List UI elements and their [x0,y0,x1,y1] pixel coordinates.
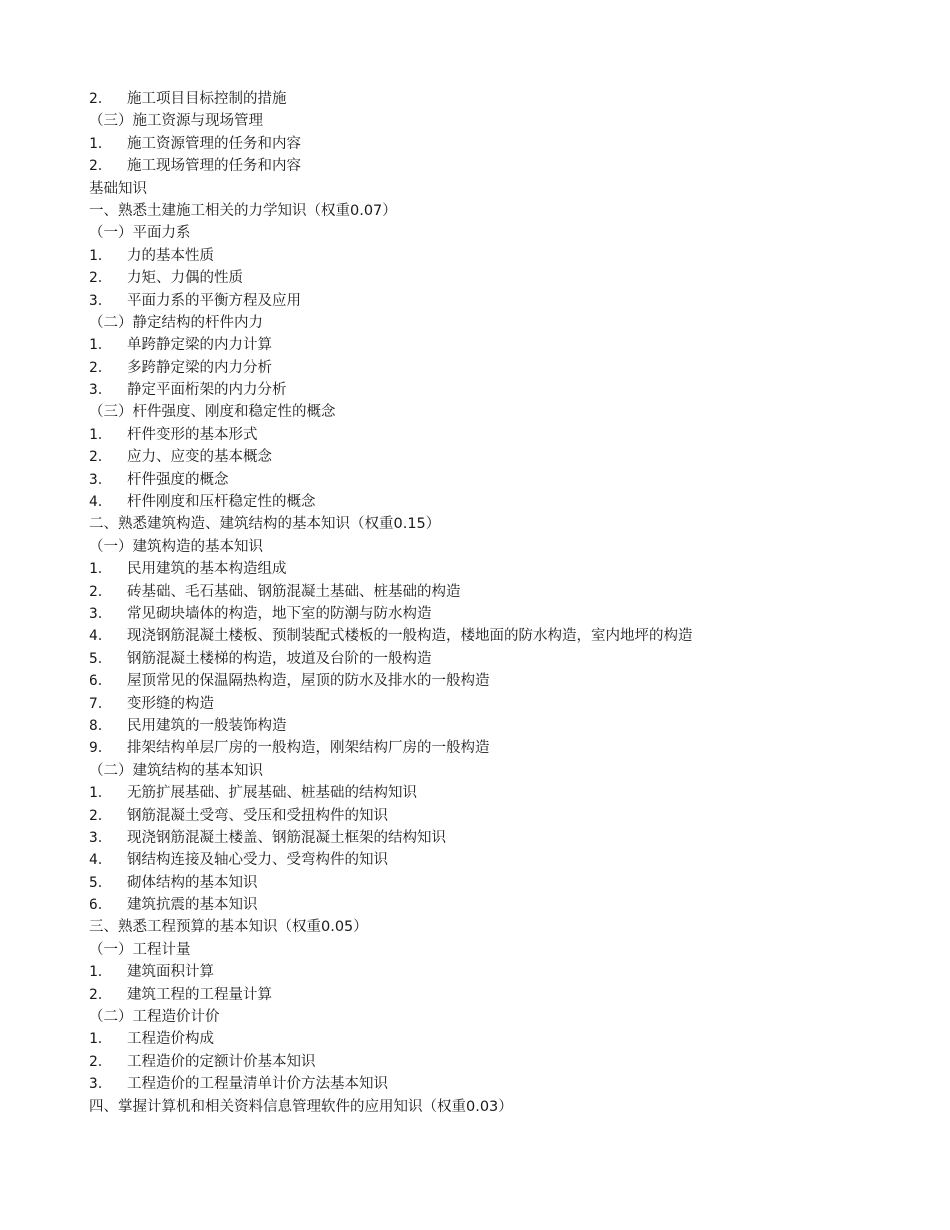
line-text: （三）杆件强度、刚度和稳定性的概念 [89,404,336,421]
list-item-number: 6． [89,897,113,914]
line-text: （二）静定结构的杆件内力 [89,314,263,331]
list-item [89,334,930,356]
line-text: 多跨静定梁的内力分析 [127,359,272,376]
list-item-number: 3． [89,471,113,488]
list-item [89,1028,930,1050]
list-item [89,827,930,849]
line-text: 工程造价构成 [127,1031,214,1048]
subsection-heading [89,401,930,423]
list-item [89,737,930,759]
list-item-number: 3． [89,605,113,622]
line-text: 建筑抗震的基本知识 [127,897,258,914]
list-item-number: 4． [89,628,113,645]
subsection-heading [89,110,930,132]
line-text: 工程造价的工程量清单计价方法基本知识 [127,1076,388,1093]
line-text: （二）建筑结构的基本知识 [89,762,263,779]
line-text: 建筑工程的工程量计算 [127,986,272,1003]
list-item [89,1073,930,1095]
list-item [89,648,930,670]
line-text: 变形缝的构造 [127,695,214,712]
line-text: 建筑面积计算 [127,964,214,981]
list-item-number: 2． [89,91,113,107]
section-heading [89,916,930,938]
line-text: 平面力系的平衡方程及应用 [127,292,301,309]
list-item-number: 1． [89,426,113,443]
list-item [89,446,930,468]
line-text: 一、熟悉土建施工相关的力学知识（权重0.07） [89,202,397,219]
line-text: 施工资源管理的任务和内容 [127,135,301,152]
line-text: 屋顶常见的保温隔热构造，屋顶的防水及排水的一般构造 [127,673,490,690]
list-item-number: 2． [89,1053,113,1070]
line-text: 三、熟悉工程预算的基本知识（权重0.05） [89,919,368,936]
line-text: （一）建筑构造的基本知识 [89,538,263,555]
line-text: 二、熟悉建筑构造、建筑结构的基本知识（权重0.15） [89,516,441,533]
line-text: 民用建筑的一般装饰构造 [127,717,287,734]
line-text: （二）工程造价计价 [89,1009,220,1026]
list-item-number: 7． [89,695,113,712]
list-item [89,603,930,625]
line-text: 排架结构单层厂房的一般构造，刚架结构厂房的一般构造 [127,740,490,757]
line-text: 钢筋混凝土受弯、受压和受扭构件的知识 [127,807,388,824]
line-text: 常见砌块墙体的构造，地下室的防潮与防水构造 [127,605,432,622]
list-item-number: 4． [89,852,113,869]
subsection-heading [89,760,930,782]
list-item-number: 8． [89,717,113,734]
line-text: 钢结构连接及轴心受力、受弯构件的知识 [127,852,388,869]
list-item-number: 2． [89,270,113,287]
list-item-number: 1． [89,561,113,578]
list-item-number: 2． [89,158,113,175]
list-item [89,782,930,804]
line-text: 静定平面桁架的内力分析 [127,382,287,399]
list-item-number: 5． [89,650,113,667]
line-text: 杆件变形的基本形式 [127,426,258,443]
subsection-heading [89,222,930,244]
list-item [89,491,930,513]
list-item [89,267,930,289]
subsection-heading [89,939,930,961]
list-item-number: 1． [89,247,113,264]
line-text: 现浇钢筋混凝土楼板、预制装配式楼板的一般构造，楼地面的防水构造，室内地坪的构造 [127,628,693,645]
list-item-number: 2． [89,807,113,824]
list-item [89,715,930,737]
line-text: 施工项目目标控制的措施 [127,91,287,107]
section-heading [89,178,930,200]
list-item [89,625,930,647]
subsection-heading [89,312,930,334]
list-item-number: 2． [89,449,113,466]
list-item [89,872,930,894]
line-text: 工程造价的定额计价基本知识 [127,1053,316,1070]
list-item-number: 3． [89,292,113,309]
list-item [89,469,930,491]
list-item [89,155,930,177]
list-item-number: 9． [89,740,113,757]
list-item [89,805,930,827]
line-text: 砖基础、毛石基础、钢筋混凝土基础、桩基础的构造 [127,583,461,600]
list-item [89,961,930,983]
document-body [89,88,930,1118]
line-text: 钢筋混凝土楼梯的构造，坡道及台阶的一般构造 [127,650,432,667]
list-item [89,693,930,715]
list-item [89,290,930,312]
list-item [89,558,930,580]
list-item-number: 1． [89,135,113,152]
list-item [89,357,930,379]
list-item-number: 2． [89,583,113,600]
list-item [89,984,930,1006]
list-item-number: 4． [89,494,113,511]
subsection-heading [89,1006,930,1028]
list-item [89,1051,930,1073]
list-item [89,133,930,155]
list-item-number: 2． [89,359,113,376]
line-text: 现浇钢筋混凝土楼盖、钢筋混凝土框架的结构知识 [127,829,446,846]
subsection-heading [89,536,930,558]
list-item [89,379,930,401]
list-item-number: 3． [89,1076,113,1093]
line-text: 砌体结构的基本知识 [127,874,258,891]
list-item [89,894,930,916]
list-item-number: 1． [89,1031,113,1048]
list-item [89,245,930,267]
section-heading [89,513,930,535]
list-item-number: 2． [89,986,113,1003]
line-text: 民用建筑的基本构造组成 [127,561,287,578]
list-item [89,424,930,446]
list-item [89,88,930,110]
line-text: （三）施工资源与现场管理 [89,113,263,130]
line-text: 单跨静定梁的内力计算 [127,337,272,354]
line-text: （一）工程计量 [89,941,191,958]
line-text: （一）平面力系 [89,225,191,242]
list-item [89,849,930,871]
line-text: 施工现场管理的任务和内容 [127,158,301,175]
list-item-number: 1． [89,337,113,354]
list-item-number: 5． [89,874,113,891]
line-text: 基础知识 [89,180,147,197]
list-item [89,581,930,603]
list-item-number: 1． [89,964,113,981]
list-item-number: 1． [89,785,113,802]
list-item-number: 6． [89,673,113,690]
list-item [89,670,930,692]
line-text: 杆件刚度和压杆稳定性的概念 [127,494,316,511]
line-text: 无筋扩展基础、扩展基础、桩基础的结构知识 [127,785,417,802]
section-heading [89,200,930,222]
list-item-number: 3． [89,382,113,399]
section-heading [89,1096,930,1118]
line-text: 力矩、力偶的性质 [127,270,243,287]
line-text: 应力、应变的基本概念 [127,449,272,466]
line-text: 力的基本性质 [127,247,214,264]
list-item-number: 3． [89,829,113,846]
line-text: 四、掌握计算机和相关资料信息管理软件的应用知识（权重0.03） [89,1098,513,1115]
line-text: 杆件强度的概念 [127,471,229,488]
